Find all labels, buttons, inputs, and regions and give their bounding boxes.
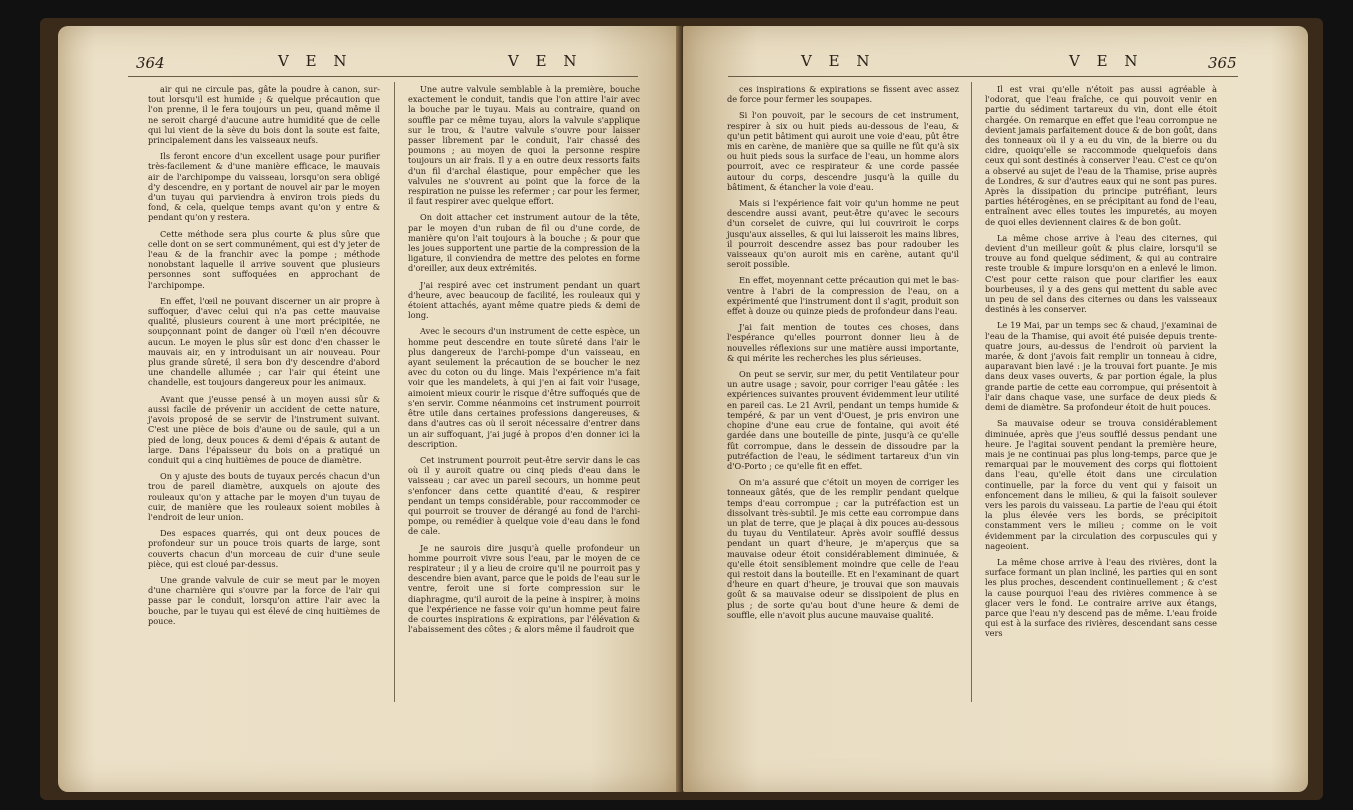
running-header: V E N — [278, 52, 353, 70]
running-header: V E N — [801, 52, 876, 70]
page-number: 364 — [136, 54, 165, 72]
paragraph: Cette méthode sera plus courte & plus sûre que celle dont on se sert communément, qui est d'y jeter de l'eau & de la franchir avec la pompe ; méthode nonobstant laquelle il arrive souvent que plusieurs personnes sont suffoquées en approchant de l'archipompe. — [148, 228, 380, 290]
paragraph: Avec le secours d'un instrument de cette espèce, un homme peut descendre en toute sûreté dans l'air le plus dangereux de l'archi-pompe d'un vaisseau, en ayant seulement la précaution de se boucher le nez avec du coton ou du linge. Mais l'expérience m'a fait voir que les mandelets, à qui j'en ai fait voir l'usage, aimoient mieux courir le risque d'être suffoqués que de s'en servir. Comme néanmoins cet instrument pourroit être utile dans certaines professions dangereuses, & dans d'autres cas où il seroit nécessaire d'entrer dans un air suffoquant, j'ai jugé à propos d'en donner ici la description. — [408, 326, 640, 449]
column-divider — [971, 82, 972, 702]
paragraph: En effet, l'œil ne pouvant discerner un air propre à suffoquer, d'avec celui qui n'a pas cette mauvaise qualité, plusieurs courent à une mort précipitée, ne soupçonnant point de danger où l'œil n'en découvre aucun. Le moyen le plus sûr est donc d'en chasser le mauvais air, en y introduisant un air nouveau. Pour plus grande sûreté, il sera bon d'y descendre d'abord une chandelle allumée ; car l'air qui éteint une chandelle, est toujours dangereux pour les animaux. — [148, 295, 380, 388]
header-rule — [128, 76, 638, 77]
running-header: V E N — [1069, 52, 1144, 70]
header-rule — [728, 76, 1238, 77]
paragraph: Si l'on pouvoit, par le secours de cet instrument, respirer à six ou huit pieds au-dessous de l'eau, & qu'un petit bâtiment qui auroit une voie d'eau, pût être mis en carène, de manière que sa quille ne fût qu'à six ou huit pieds sous la surface de l'eau, un homme alors pourroit, avec ce respirateur & une corde passée autour du corps, descendre jusqu'à la quille du bâtiment, & étancher la voie d'eau. — [727, 110, 959, 192]
paragraph: ces inspirations & expirations se fissent avec assez de force pour fermer les soupapes. — [727, 84, 959, 105]
paragraph: En effet, moyennant cette précaution qui met le bas-ventre à l'abri de la compression de l'eau, on a expérimenté que l'instrument dont il s'agit, produit son effet à douze ou quinze pieds de profondeur dans l'eau. — [727, 275, 959, 317]
paragraph: Une grande valvule de cuir se meut par le moyen d'une charnière qui s'ouvre par la force de l'air qui passe par le conduit, lorsqu'on attire l'air avec la bouche, par le tuyau qui est élevé de cinq huitièmes de pouce. — [148, 574, 380, 626]
page-number: 365 — [1208, 54, 1237, 72]
paragraph: Avant que j'eusse pensé à un moyen aussi sûr & aussi facile de prévenir un accident de cette nature, j'avois proposé de se servir de l'instrument suivant. C'est une pièce de bois d'aune ou de saule, qui a un pied de long, deux pouces & demi d'épais & autant de large. Dans l'épaisseur du bois on a pratiqué un conduit qui a cinq huitièmes de pouce de diamètre. — [148, 393, 380, 465]
paragraph: On m'a assuré que c'étoit un moyen de corriger les tonneaux gâtés, que de les remplir pendant quelque temps d'eau corrompue ; car la putréfaction est un dissolvant très-subtil. Je mis cette eau corrompue dans un plat de terre, que je plaçai à dix pouces au-dessous du tuyau du Ventilateur. Après avoir soufflé dessus pendant un quart d'heure, je m'aperçus que sa mauvaise odeur étoit considérablement diminuée, & qu'elle étoit sensiblement moindre que celle de l'eau qui restoit dans la bouteille. Et en l'examinant de quart d'heure en quart d'heure, je trouvai que son mauvais goût & sa mauvaise odeur se dissipoient de plus en plus ; de sorte qu'au bout d'une heure & demi de souffle, elle n'avoit plus aucune mauvaise qualité. — [727, 477, 959, 620]
column-divider — [394, 82, 395, 702]
paragraph: Cet instrument pourroit peut-être servir dans le cas où il y auroit quatre ou cinq pieds d'eau dans le vaisseau ; car avec un pareil secours, un homme peut s'enfoncer dans cette quantité d'eau, & respirer pendant un temps considérable, pour raccommoder ce qui pourroit se trouver de dérangé au fond de l'archi-pompe, ou remédier à quelque voie d'eau dans le fond de cale. — [408, 454, 640, 537]
paragraph: J'ai fait mention de toutes ces choses, dans l'espérance qu'elles pourront donner lieu à de nouvelles réflexions sur une matière aussi importante, & qui mérite les recherches les plus sérieuses. — [727, 322, 959, 363]
paragraph: Le 19 Mai, par un temps sec & chaud, j'examinai de l'eau de la Thamise, qui avoit été puisée depuis trente-quatre jours, au-dessus de l'endroit où parvient la marée, & dont j'avois fait remplir un tonneau à cidre, auparavant bien lavé : je la trouvai fort puante. Je mis dans deux vases ouverts, & par portion égale, la plus grande partie de cette eau corrompue, qui présentoit à l'air dans chaque vase, une surface de deux pieds & demi de diamètre. Sa profondeur étoit de huit pouces. — [985, 320, 1217, 413]
paragraph: La même chose arrive à l'eau des rivières, dont la surface formant un plan incliné, les parties qui en sont les plus proches, descendent continuellement ; & c'est la cause pourquoi l'eau des rivières commence à se glacer vers le fond. Le contraire arrive aux étangs, parce que l'eau n'y descend pas de même. L'eau froide qui est à la surface des rivières, descendant sans cesse vers — [985, 556, 1217, 639]
text-column-1 — [727, 84, 959, 626]
text-column-2 — [408, 84, 640, 640]
running-header: V E N — [508, 52, 583, 70]
text-column-2 — [985, 84, 1217, 645]
paragraph: Il est vrai qu'elle n'étoit pas aussi agréable à l'odorat, que l'eau fraîche, ce qui pouvoit venir en partie du sédiment tartareux du vin, dont elle étoit chargée. On remarque en effet que l'eau corrompue ne devient jamais parfaitement douce & de bon goût, dans des tonneaux où il y a eu du vin, de la bierre ou du cidre, quoiqu'elle se raccommode quelquefois dans ceux qui sont destinés à conserver l'eau. C'est ce qu'on a observé au sujet de l'eau de la Thamise, prise auprès de Londres, & sur d'autres eaux qui ne sont pas pures. Après la dissipation du principe putréfiant, leurs parties hétérogènes, en se précipitant au fond de l'eau, entraînent avec elles toutes les impuretés, au moyen de quoi elles deviennent claires & de bon goût. — [985, 84, 1217, 227]
text-column-1 — [148, 84, 380, 632]
paragraph: Des espaces quarrés, qui ont deux pouces de profondeur sur un pouce trois quarts de large, sont couverts chacun d'un morceau de cuir d'une seule pièce, qui est cloué par-dessus. — [148, 528, 380, 569]
right-page — [683, 26, 1308, 792]
paragraph: Sa mauvaise odeur se trouva considérablement diminuée, après que j'eus soufflé dessus pendant une heure. Je l'agitai souvent pendant la première heure, mais je ne continuai pas plus long-temps, parce que je remarquai par le mouvement des corps qui flottoient dans l'eau, qu'elle étoit dans une circulation continuelle, par la force du vent qui y faisoit un enfoncement dans le milieu, & qui la faisoit soulever vers les parois du vaisseau. La partie de l'eau qui étoit la plus élevée vers les bords, se précipitoit constamment vers le milieu ; comme on le voit évidemment par la circulation des corpuscules qui y nageoient. — [985, 418, 1217, 551]
paragraph: air qui ne circule pas, gâte la poudre à canon, sur-tout lorsqu'il est humide ; & quelque précaution que l'on prenne, il le fera toujours un peu, quand même il ne seroit chargé d'aucune autre humidité que de celle qui lui vient de la sève du bois dont la soute est faite, principalement dans les vaisseaux neufs. — [148, 84, 380, 146]
paragraph: La même chose arrive à l'eau des citernes, qui devient d'un meilleur goût & plus claire, lorsqu'il se trouve au fond quelque sédiment, & qui au contraire reste trouble & impure lorsqu'on en a enlevé le limon. C'est pour cette raison que pour clarifier les eaux bourbeuses, il y a des gens qui mettent du sable avec un peu de sel dans des citernes ou dans les vaisseaux destinés à les conserver. — [985, 232, 1217, 315]
left-page — [58, 26, 683, 792]
paragraph: Mais si l'expérience fait voir qu'un homme ne peut descendre aussi avant, peut-être qu'avec le secours d'un corselet de cuivre, qui lui couvriroit le corps jusqu'aux aisselles, & qui lui laisseroit les mains libres, il pourroit descendre assez bas pour radouber les vaisseaux qu'on auroit mis en carène, autant qu'il seroit possible. — [727, 198, 959, 270]
paragraph: On y ajuste des bouts de tuyaux percés chacun d'un trou de pareil diamètre, auxquels on ajoute des rouleaux qu'on y attache par le moyen d'un tuyau de cuir, de manière que les rouleaux soient mobiles à l'endroit de leur union. — [148, 471, 380, 522]
open-book — [40, 18, 1323, 800]
paragraph: J'ai respiré avec cet instrument pendant un quart d'heure, avec beaucoup de facilité, les rouleaux qui y étoient attachés, ayant même quatre pieds & demi de long. — [408, 279, 640, 321]
paragraph: Une autre valvule semblable à la première, bouche exactement le conduit, tandis que l'on attire l'air avec la bouche par le tuyau. Mais au contraire, quand on souffle par ce même tuyau, alors la valvule s'applique sur le trou, & l'autre valvule s'ouvre pour laisser passer librement par le conduit, l'air chassé des poumons ; au moyen de quoi la personne respire toujours un air frais. Il y a en outre deux ressorts faits d'un fil d'archal élastique, pour empêcher que les valvules ne s'ouvrent au point que la force de la respiration ne puisse les refermer ; car pour les fermer, il faut respirer avec quelque effort. — [408, 84, 640, 207]
paragraph: Ils feront encore d'un excellent usage pour purifier très-facilement & d'une manière efficace, le mauvais air de l'archipompe du vaisseau, lorsqu'on sera obligé d'y descendre, en y portant de nouvel air par le moyen d'un tuyau qui parviendra à environ trois pieds du fond, & cela, quelque temps avant qu'on y entre & pendant qu'on y restera. — [148, 151, 380, 223]
paragraph: Je ne saurois dire jusqu'à quelle profondeur un homme pourroit vivre sous l'eau, par le moyen de ce respirateur ; il y a lieu de croire qu'il ne pourroit pas y descendre bien avant, parce que le poids de l'eau sur le ventre, feroit une si forte compression sur le diaphragme, qu'il auroit de la peine à inspirer, à moins que l'expérience ne fasse voir qu'un homme peut faire de courtes inspirations & expirations, par l'élévation & l'abaissement des côtes ; & alors même il faudroit que — [408, 542, 640, 635]
paragraph: On peut se servir, sur mer, du petit Ventilateur pour un autre usage ; savoir, pour corriger l'eau gâtée : les expériences suivantes prouvent évidemment leur utilité en pareil cas. Le 21 Avril, pendant un temps humide & tempéré, & par un vent d'Ouest, je pris environ une chopine d'une eau crue de fontaine, qui avoit été gardée dans une bouteille de pinte, jusqu'à ce qu'elle fût corrompue, dans le dessein de dissoudre par la putréfaction de l'eau, le sédiment tartareux d'un vin d'O-Porto ; ce qu'elle fit en effet. — [727, 369, 959, 471]
paragraph: On doit attacher cet instrument autour de la tête, par le moyen d'un ruban de fil ou d'une corde, de manière qu'on l'ait toujours à la bouche ; & pour que les joues supportent une partie de la compression de la ligature, il conviendra de mettre des pelotes en forme d'oreiller, aux deux extrémités. — [408, 212, 640, 274]
